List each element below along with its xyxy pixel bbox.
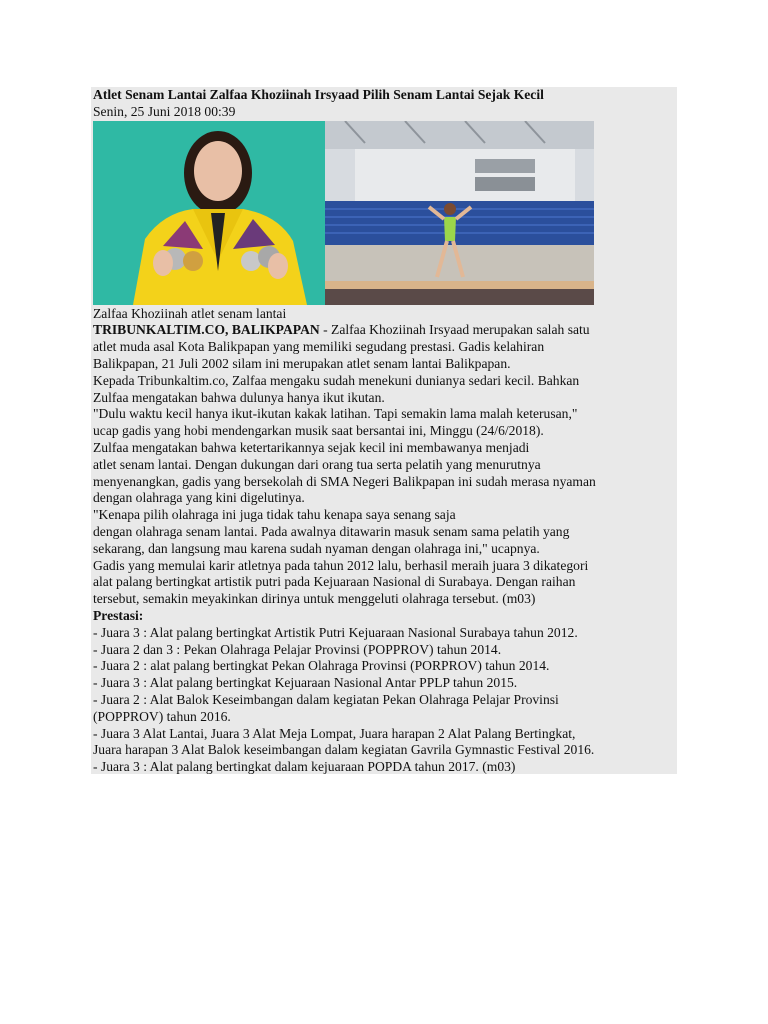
prestasi-item: - Juara 3 : Alat palang bertingkat Kejuaraan Nasional Antar PPLP tahun 2015. <box>93 675 518 691</box>
body-line: ucap gadis yang hobi mendengarkan musik saat bersantai ini, Minggu (24/6/2018). <box>93 423 544 439</box>
prestasi-item: - Juara 3 : Alat palang bertingkat dalam kejuaraan POPDA tahun 2017. (m03) <box>93 759 516 775</box>
photo-athlete-medals <box>93 121 325 305</box>
prestasi-item: Juara harapan 3 Alat Balok keseimbangan dalam kegiatan Gavrila Gymnastic Festival 2016. <box>93 742 595 758</box>
article-content <box>93 87 677 776</box>
body-line: alat palang bertingkat artistik putri pada Kejuaraan Nasional di Surabaya. Dengan raihan <box>93 574 576 590</box>
body-line: "Dulu waktu kecil hanya ikut-ikutan kakak latihan. Tapi semakin lama malah keterusan," <box>93 406 578 422</box>
body-line: Zulfaa mengatakan bahwa ketertarikannya sejak kecil ini membawanya menjadi <box>93 439 530 455</box>
body-line: Zulfaa mengatakan bahwa dulunya hanya ikut ikutan. <box>93 389 385 405</box>
photo-balance-beam <box>325 121 594 305</box>
body-line: Gadis yang memulai karir atletnya pada tahun 2012 lalu, berhasil meraih juara 3 dikategori <box>93 557 589 573</box>
dateline: TRIBUNKALTIM.CO, BALIKPAPAN <box>93 322 320 338</box>
body-line: tersebut, semakin meyakinkan dirinya untuk menggeluti olahraga tersebut. (m03) <box>93 591 536 607</box>
photo-balance-beam-image <box>325 121 594 305</box>
prestasi-item: (POPPROV) tahun 2016. <box>93 708 231 724</box>
body-line-1 <box>93 322 677 339</box>
prestasi-item: - Juara 2 : alat palang bertingkat Pekan Olahraga Provinsi (PORPROV) tahun 2014. <box>93 658 550 674</box>
body-line: dengan olahraga senam lantai. Pada awalnya ditawarin masuk senam sama pelatih yang <box>93 523 570 539</box>
body-line: atlet muda asal Kota Balikpapan yang memiliki segudang prestasi. Gadis kelahiran <box>93 339 545 355</box>
body-line: atlet senam lantai. Dengan dukungan dari orang tua serta pelatih yang menurutnya <box>93 456 541 472</box>
prestasi-item: - Juara 3 : Alat palang bertingkat Artistik Putri Kejuaraan Nasional Surabaya tahun 2012. <box>93 624 578 640</box>
body-line-1-text: - Zalfaa Khoziinah Irsyaad merupakan salah satu <box>319 322 590 338</box>
photo-row <box>93 121 677 305</box>
prestasi-item: - Juara 2 dan 3 : Pekan Olahraga Pelajar Provinsi (POPPROV) tahun 2014. <box>93 641 502 657</box>
article-title: Atlet Senam Lantai Zalfaa Khoziinah Irsyaad Pilih Senam Lantai Sejak Kecil <box>93 87 544 102</box>
prestasi-item: - Juara 3 Alat Lantai, Juara 3 Alat Meja Lompat, Juara harapan 2 Alat Palang Bertingkat, <box>93 725 576 741</box>
article-date: Senin, 25 Juni 2018 00:39 <box>93 103 236 119</box>
body-line: menyenangkan, gadis yang bersekolah di SMA Negeri Balikpapan ini sudah merasa nyaman <box>93 473 596 489</box>
body-line: "Kenapa pilih olahraga ini juga tidak tahu kenapa saya senang saja <box>93 507 456 523</box>
photo-athlete-medals-image <box>93 121 325 305</box>
body-line: Balikpapan, 21 Juli 2002 silam ini merupakan atlet senam lantai Balikpapan. <box>93 355 511 371</box>
photo-caption: Zalfaa Khoziinah atlet senam lantai <box>93 305 287 321</box>
body-line: dengan olahraga yang kini digelutinya. <box>93 490 305 506</box>
body-line: sekarang, dan langsung mau karena sudah nyaman dengan olahraga ini," ucapnya. <box>93 540 540 556</box>
prestasi-heading: Prestasi: <box>93 607 144 623</box>
body-line: Kepada Tribunkaltim.co, Zalfaa mengaku sudah menekuni dunianya sedari kecil. Bahkan <box>93 372 580 388</box>
prestasi-item: - Juara 2 : Alat Balok Keseimbangan dalam kegiatan Pekan Olahraga Pelajar Provinsi <box>93 691 559 707</box>
